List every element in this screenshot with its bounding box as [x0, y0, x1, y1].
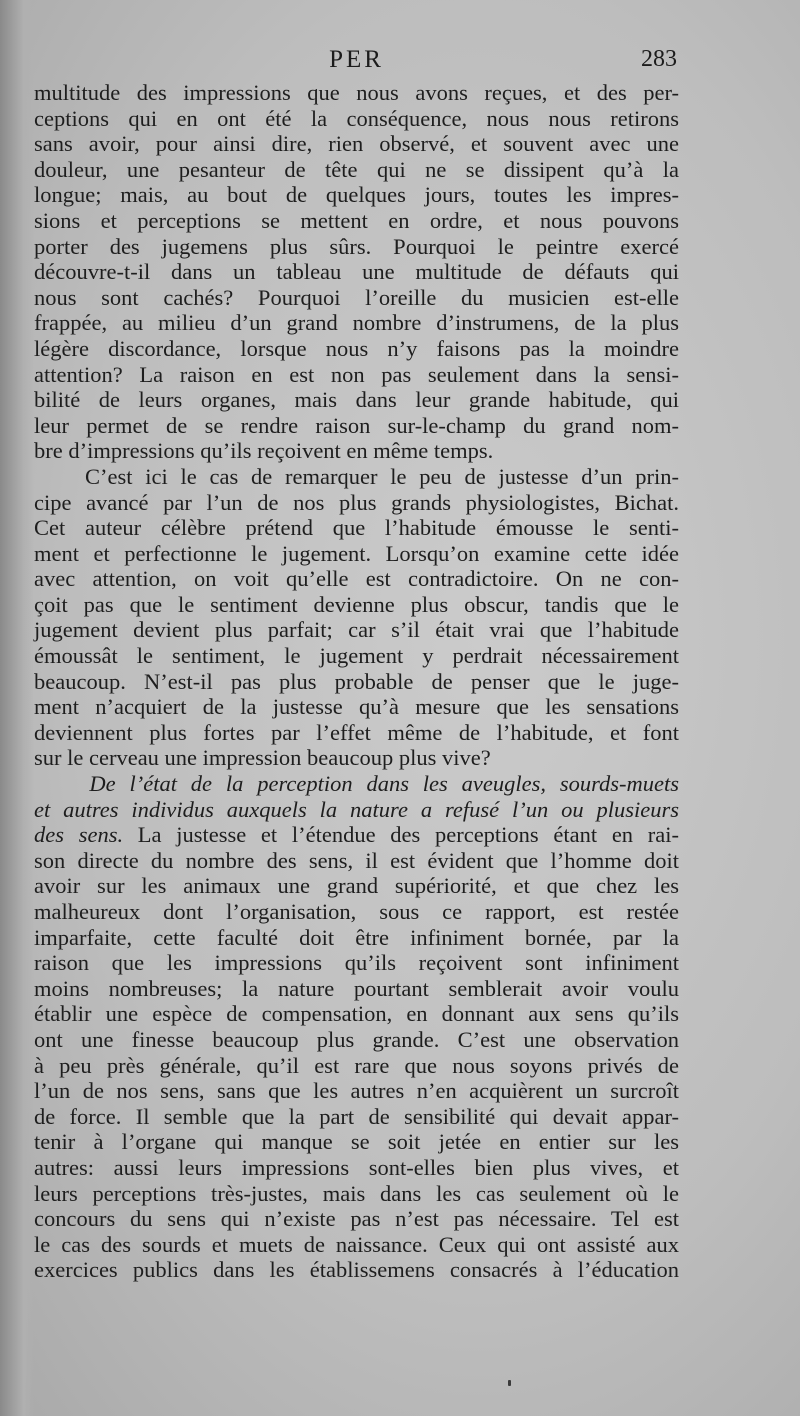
- ink-speck: [508, 1380, 511, 1386]
- section-heading-line: et autres individus auxquels la nature a refusé l’un ou plusieurs: [34, 796, 679, 822]
- text-line: ceptions qui en ont été la conséquence, nous nous retirons: [34, 105, 679, 131]
- body-text: [34, 80, 679, 1283]
- text-line: longue; mais, au bout de quelques jours, toutes les impres-: [34, 182, 679, 208]
- text-line: bilité de leurs organes, mais dans leur grande habitude, qui: [34, 387, 679, 413]
- text-line: à peu près générale, qu’il est rare que nous soyons privés de: [34, 1052, 679, 1078]
- text-line: cipe avancé par l’un de nos plus grands physiologistes, Bichat.: [34, 489, 679, 515]
- text-line: frappée, au milieu d’un grand nombre d’instrumens, de la plus: [34, 310, 679, 336]
- text-line: moins nombreuses; la nature pourtant semblerait avoir voulu: [34, 975, 679, 1001]
- running-head: PER: [329, 46, 384, 73]
- text-line: de force. Il semble que la part de sensibilité qui devait appar-: [34, 1103, 679, 1129]
- text-line: porter des jugemens plus sûrs. Pourquoi le peintre exercé: [34, 233, 679, 259]
- text-line: son directe du nombre des sens, il est évident que l’homme doit: [34, 847, 679, 873]
- text-line: tenir à l’organe qui manque se soit jetée en entier sur les: [34, 1129, 679, 1155]
- text-line: le cas des sourds et muets de naissance. Ceux qui ont assisté aux: [34, 1231, 679, 1257]
- page-gutter-shadow: [0, 0, 34, 1416]
- text-line: leurs perceptions très-justes, mais dans les cas seulement où le: [34, 1180, 679, 1206]
- text-line: leur permet de se rendre raison sur-le-champ du grand nom-: [34, 412, 679, 438]
- text-line: bre d’impressions qu’ils reçoivent en même temps.: [34, 438, 494, 464]
- text-line: nous sont cachés? Pourquoi l’oreille du musicien est-elle: [34, 284, 679, 310]
- text-line: malheureux dont l’organisation, sous ce rapport, est restée: [34, 899, 679, 924]
- text-line: deviennent plus fortes par l’effet même de l’habitude, et font: [34, 719, 679, 745]
- text-line: Cet auteur célèbre prétend que l’habitude émousse le senti-: [34, 515, 679, 541]
- text-line: douleur, une pesanteur de tête qui ne se dissipent qu’à la: [34, 156, 679, 182]
- text-line: légère discordance, lorsque nous n’y faisons pas la moindre: [34, 335, 679, 361]
- text-line: jugement devient plus parfait; car s’il était vrai que l’habitude: [34, 617, 679, 643]
- text-fragment: La justesse et l’étendue des perceptions étant en rai-: [123, 822, 679, 848]
- text-line: autres: aussi leurs impressions sont-elles bien plus vives, et: [34, 1154, 679, 1180]
- text-line: émoussât le sentiment, le jugement y perdrait nécessairement: [34, 643, 679, 669]
- text-line: multitude des impressions que nous avons reçues, et des per-: [34, 80, 679, 105]
- text-line: ment n’acquiert de la justesse qu’à mesure que les sensations: [34, 694, 679, 720]
- text-line: çoit pas que le sentiment devienne plus obscur, tandis que le: [34, 591, 679, 617]
- text-line: imparfaite, cette faculté doit être infiniment bornée, par la: [34, 924, 679, 950]
- text-line: sions et perceptions se mettent en ordre, et nous pouvons: [34, 207, 679, 233]
- section-heading-line: De l’état de la perception dans les aveugles, sourds-muets: [34, 771, 679, 797]
- text-line-mixed: [34, 822, 679, 848]
- page-number: 283: [641, 46, 677, 72]
- text-line: sur le cerveau une impression beaucoup plus vive?: [34, 745, 491, 771]
- text-line: ont une finesse beaucoup plus grande. C’est une observation: [34, 1026, 679, 1052]
- text-line: l’un de nos sens, sans que les autres n’en acquièrent un surcroît: [34, 1078, 679, 1104]
- text-line: découvre-t-il dans un tableau une multitude de défauts qui: [34, 259, 679, 285]
- text-line: beaucoup. N’est-il pas plus probable de penser que le juge-: [34, 668, 679, 694]
- text-line: ment et perfectionne le jugement. Lorsqu’on examine cette idée: [34, 540, 679, 566]
- text-line: concours du sens qui n’existe pas n’est pas nécessaire. Tel est: [34, 1206, 679, 1232]
- text-line: raison que les impressions qu’ils reçoivent sont infiniment: [34, 950, 679, 976]
- text-line: sans avoir, pour ainsi dire, rien observé, et souvent avec une: [34, 131, 679, 157]
- text-line: avec attention, on voit qu’elle est contradictoire. On ne con-: [34, 566, 679, 592]
- text-line: attention? La raison en est non pas seulement dans la sensi-: [34, 361, 679, 387]
- text-line: avoir sur les animaux une grand supériorité, et que chez les: [34, 873, 679, 899]
- text-line: exercices publics dans les établissemens consacrés à l’éducation: [34, 1257, 679, 1283]
- text-line: C’est ici le cas de remarquer le peu de justesse d’un prin-: [34, 463, 679, 489]
- section-heading-end: des sens.: [34, 822, 124, 848]
- text-line: établir une espèce de compensation, en donnant aux sens qu’ils: [34, 1001, 679, 1027]
